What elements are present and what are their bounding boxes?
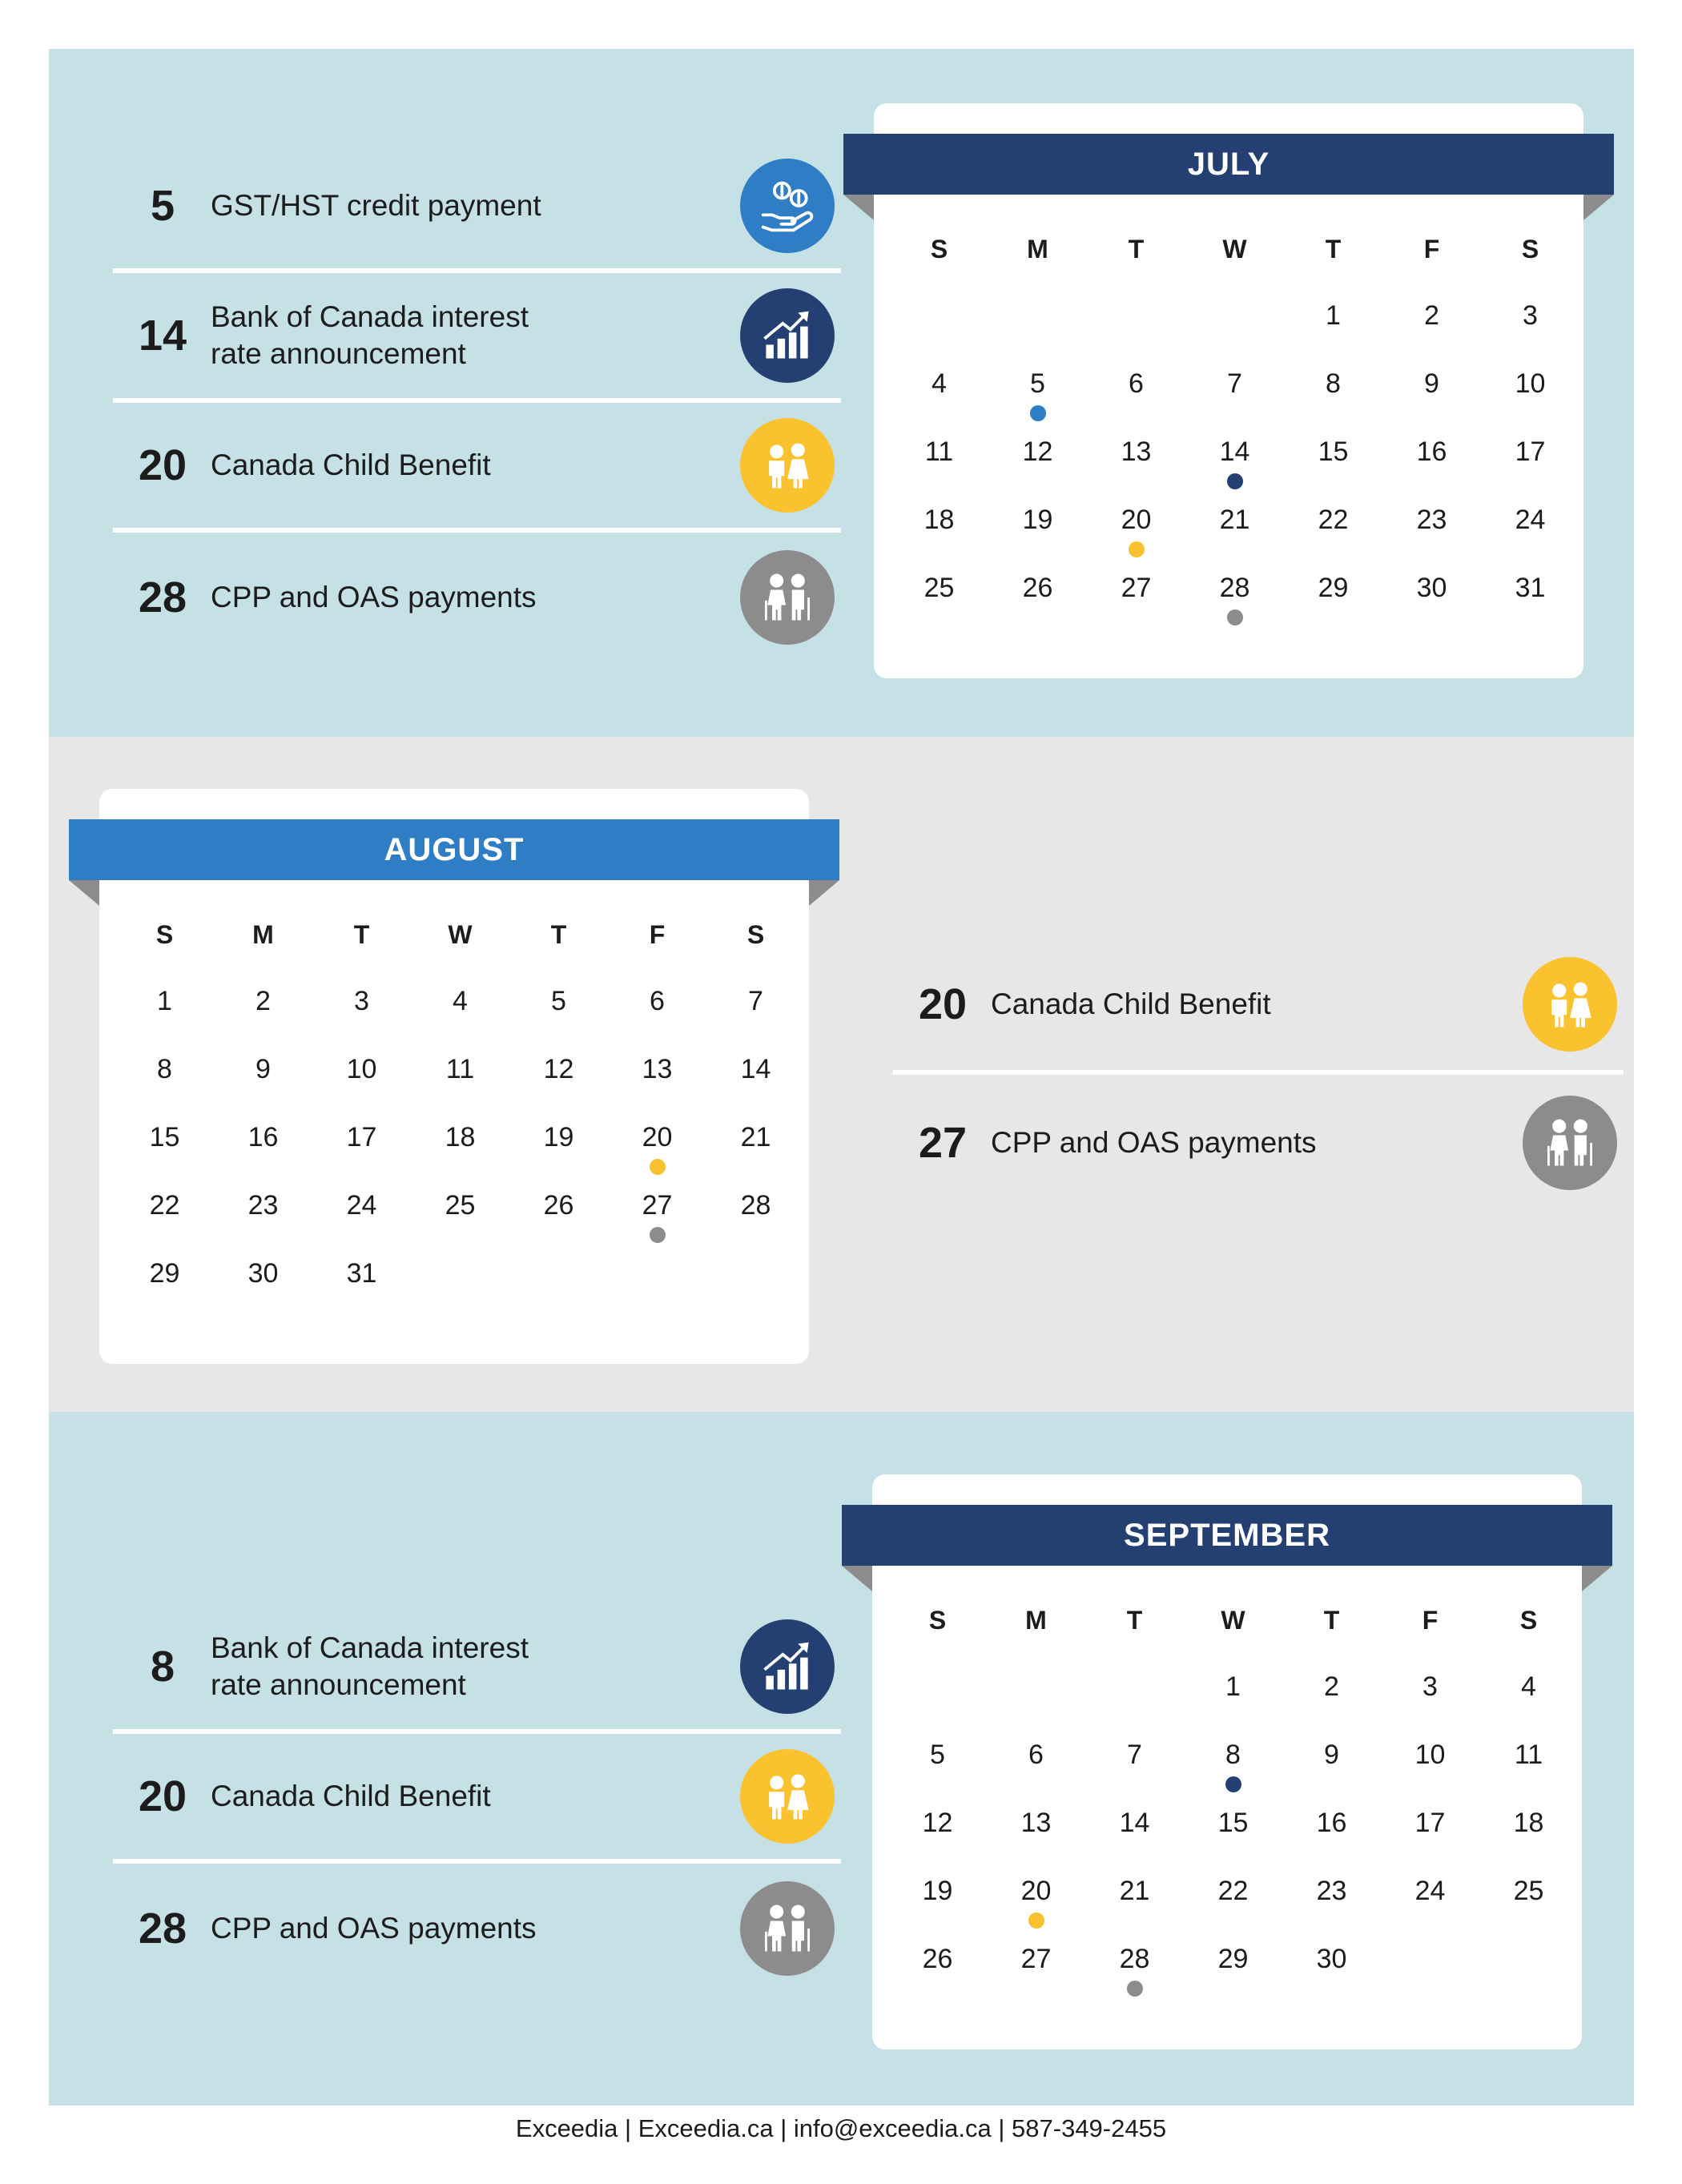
day-cell: 3 [354, 986, 369, 1016]
day-cell: 24 [1414, 1876, 1446, 1906]
weekday-label: S [746, 920, 765, 949]
day-cell: 27 [1020, 1944, 1052, 1974]
day-cell: 18 [445, 1122, 476, 1152]
september-events-list [113, 1604, 841, 1993]
month-title: AUGUST [69, 819, 839, 880]
event-ccb [113, 403, 841, 533]
august-calendar [99, 789, 809, 1364]
day-cell: 18 [1513, 1808, 1544, 1838]
empty-cell [509, 1242, 608, 1310]
day-number: 5 [1030, 368, 1045, 399]
week-row [115, 1242, 806, 1310]
day-cell [608, 1106, 706, 1174]
calendar-grid [888, 1593, 1579, 1996]
day-cell: 22 [149, 1190, 180, 1221]
day-cell [608, 1174, 706, 1242]
ribbon-fold [842, 1566, 872, 1591]
day-cell: 8 [1326, 368, 1341, 399]
day-cell: 14 [740, 1054, 771, 1084]
day-cell: 26 [1022, 573, 1053, 603]
seniors-icon [740, 550, 835, 645]
empty-cell [608, 1242, 706, 1310]
event-dot [1129, 541, 1145, 557]
day-cell: 31 [1515, 573, 1546, 603]
day-cell: 10 [1515, 368, 1546, 399]
weekday-label: T [1126, 1606, 1143, 1635]
event-cpp [893, 1075, 1624, 1211]
day-cell: 23 [247, 1190, 279, 1221]
day-cell [1087, 489, 1185, 557]
week-row [115, 1106, 806, 1174]
day-number: 28 [1119, 1944, 1150, 1974]
day-cell: 28 [740, 1190, 771, 1221]
event-label: Canada Child Benefit [211, 1780, 491, 1812]
weekday-label: W [1221, 1606, 1245, 1635]
event-day: 20 [138, 1772, 187, 1820]
day-cell: 16 [1316, 1808, 1347, 1838]
week-row [888, 1655, 1579, 1723]
event-day: 20 [138, 441, 187, 489]
day-cell: 22 [1217, 1876, 1249, 1906]
july-calendar [874, 103, 1583, 678]
seniors-icon [740, 1881, 835, 1976]
day-number: 28 [1219, 573, 1250, 603]
day-cell: 26 [543, 1190, 574, 1221]
weekday-label: S [930, 235, 948, 263]
day-cell: 26 [922, 1944, 953, 1974]
event-label: CPP and OAS payments [991, 1126, 1317, 1159]
weekday-label: S [1519, 1606, 1538, 1635]
weekday-label: S [155, 920, 174, 949]
weekday-label: T [1325, 235, 1342, 263]
day-cell: 30 [1316, 1944, 1347, 1974]
day-cell: 2 [256, 986, 271, 1016]
empty-cell [1185, 284, 1284, 352]
day-cell [988, 352, 1087, 420]
empty-cell [1087, 284, 1185, 352]
event-label: Canada Child Benefit [991, 987, 1271, 1020]
children-icon [740, 1749, 835, 1844]
week-row [888, 1860, 1579, 1928]
calendar-grid [890, 222, 1580, 625]
ribbon-fold [69, 880, 99, 906]
event-day: 27 [918, 1119, 968, 1167]
day-cell: 7 [1227, 368, 1242, 399]
day-cell: 14 [1119, 1808, 1150, 1838]
footer-contact: Exceedia | Exceedia.ca | info@exceedia.ca | 587-349-2455 [515, 2114, 1167, 2142]
ribbon-fold [1582, 1566, 1612, 1591]
day-cell: 18 [923, 505, 955, 535]
day-cell: 21 [740, 1122, 771, 1152]
september-section [49, 1412, 1634, 2106]
weekday-label: T [353, 920, 370, 949]
weekday-header [888, 1593, 1579, 1655]
day-cell: 12 [1022, 436, 1053, 467]
day-cell: 31 [346, 1258, 377, 1289]
event-label: CPP and OAS payments [211, 1912, 537, 1945]
event-label: Bank of Canada interest rate announcement [211, 1631, 529, 1701]
day-cell: 9 [256, 1054, 271, 1084]
day-cell: 23 [1316, 1876, 1347, 1906]
day-cell: 3 [1422, 1671, 1438, 1702]
event-dot [1225, 1776, 1241, 1792]
weekday-label: T [1128, 235, 1145, 263]
day-cell: 15 [1318, 436, 1349, 467]
children-icon [740, 418, 835, 513]
day-cell: 13 [1121, 436, 1152, 467]
august-ribbon [69, 819, 839, 906]
hand-coins-icon [740, 159, 835, 253]
day-cell: 6 [1028, 1740, 1044, 1770]
day-cell: 1 [157, 986, 172, 1016]
event-cpp [113, 533, 841, 662]
weekday-label: M [252, 920, 274, 949]
week-row [115, 1174, 806, 1242]
month-title: JULY [843, 134, 1614, 195]
day-cell: 23 [1416, 505, 1447, 535]
event-day: 8 [150, 1643, 175, 1691]
day-cell: 29 [1217, 1944, 1249, 1974]
day-cell: 16 [247, 1122, 279, 1152]
day-cell [987, 1860, 1085, 1928]
event-dot [650, 1227, 666, 1243]
weekday-label: F [1422, 1606, 1439, 1635]
week-row [888, 1792, 1579, 1860]
july-events-list [113, 143, 841, 662]
event-day: 14 [138, 312, 187, 360]
day-cell: 7 [748, 986, 763, 1016]
day-cell: 4 [453, 986, 468, 1016]
week-row [888, 1928, 1579, 1996]
day-cell: 1 [1225, 1671, 1241, 1702]
event-dot [1028, 1913, 1044, 1929]
event-label: Canada Child Benefit [211, 448, 491, 481]
day-cell: 9 [1424, 368, 1439, 399]
weekday-label: W [1222, 235, 1247, 263]
week-row [890, 489, 1580, 557]
event-dot [1227, 609, 1243, 625]
day-cell: 19 [922, 1876, 953, 1906]
day-cell: 9 [1324, 1740, 1339, 1770]
day-number: 14 [1219, 436, 1250, 467]
month-title: SEPTEMBER [842, 1505, 1612, 1566]
event-label: Bank of Canada interest rate announcement [211, 300, 529, 370]
day-number: 8 [1225, 1740, 1241, 1770]
day-number: 20 [642, 1122, 673, 1152]
week-row [890, 352, 1580, 420]
day-cell: 21 [1119, 1876, 1150, 1906]
event-gst [113, 143, 841, 273]
day-cell [1185, 420, 1284, 489]
day-cell: 4 [932, 368, 947, 399]
day-cell: 5 [930, 1740, 945, 1770]
day-cell: 17 [1515, 436, 1546, 467]
event-dot [1127, 1981, 1143, 1997]
day-cell: 1 [1326, 300, 1341, 331]
event-dot [1227, 473, 1243, 489]
empty-cell [411, 1242, 509, 1310]
empty-cell [1085, 1655, 1184, 1723]
empty-cell [706, 1242, 805, 1310]
weekday-label: S [1521, 235, 1539, 263]
day-cell: 24 [346, 1190, 377, 1221]
day-cell: 10 [1414, 1740, 1446, 1770]
weekday-label: M [1025, 1606, 1047, 1635]
empty-cell [1479, 1928, 1578, 1996]
day-cell: 25 [923, 573, 955, 603]
ribbon-fold [809, 880, 839, 906]
day-cell: 13 [1020, 1808, 1052, 1838]
empty-cell [988, 284, 1087, 352]
day-cell: 8 [157, 1054, 172, 1084]
children-icon [1523, 957, 1617, 1052]
day-cell: 30 [247, 1258, 279, 1289]
day-cell: 15 [1217, 1808, 1249, 1838]
august-section [49, 737, 1634, 1412]
event-ccb [893, 939, 1624, 1075]
event-day: 5 [150, 182, 175, 230]
ribbon-fold [843, 195, 874, 220]
event-boc [113, 273, 841, 403]
july-ribbon [843, 134, 1614, 220]
weekday-label: S [928, 1606, 947, 1635]
calendar-grid [115, 907, 806, 1310]
event-dot [1030, 405, 1046, 421]
empty-cell [1381, 1928, 1479, 1996]
week-row [890, 420, 1580, 489]
day-cell: 27 [1121, 573, 1152, 603]
day-cell: 2 [1324, 1671, 1339, 1702]
empty-cell [890, 284, 988, 352]
weekday-header [115, 907, 806, 970]
week-row [115, 1038, 806, 1106]
day-number: 20 [1121, 505, 1152, 535]
day-cell: 15 [149, 1122, 180, 1152]
day-cell: 16 [1416, 436, 1447, 467]
event-dot [650, 1159, 666, 1175]
event-day: 28 [138, 1904, 187, 1953]
day-cell: 5 [551, 986, 566, 1016]
weekday-label: T [550, 920, 567, 949]
day-cell: 2 [1424, 300, 1439, 331]
day-cell [1185, 557, 1284, 625]
day-cell: 25 [445, 1190, 476, 1221]
day-cell: 29 [149, 1258, 180, 1289]
event-day: 28 [138, 573, 187, 621]
day-cell: 17 [1414, 1808, 1446, 1838]
day-cell: 22 [1318, 505, 1349, 535]
growth-chart-icon [740, 288, 835, 383]
weekday-label: M [1027, 235, 1048, 263]
event-label: CPP and OAS payments [211, 581, 537, 613]
day-cell: 12 [922, 1808, 953, 1838]
day-number: 20 [1020, 1876, 1052, 1906]
day-cell: 6 [1129, 368, 1144, 399]
september-ribbon [842, 1505, 1612, 1591]
day-cell: 11 [924, 436, 954, 467]
weekday-header [890, 222, 1580, 284]
event-boc [113, 1604, 841, 1734]
day-cell: 13 [642, 1054, 673, 1084]
growth-chart-icon [740, 1619, 835, 1714]
august-events-list [893, 939, 1624, 1211]
day-cell: 11 [1514, 1740, 1543, 1770]
day-cell: 4 [1521, 1671, 1536, 1702]
week-row [890, 284, 1580, 352]
weekday-label: F [649, 920, 666, 949]
empty-cell [987, 1655, 1085, 1723]
day-cell: 19 [543, 1122, 574, 1152]
day-cell: 19 [1022, 505, 1053, 535]
event-label: GST/HST credit payment [211, 189, 541, 222]
day-cell: 29 [1318, 573, 1349, 603]
day-cell [1184, 1723, 1282, 1792]
day-cell: 7 [1127, 1740, 1142, 1770]
day-cell: 17 [346, 1122, 377, 1152]
day-cell: 10 [346, 1054, 377, 1084]
day-number: 27 [642, 1190, 673, 1221]
event-ccb [113, 1734, 841, 1864]
week-row [890, 557, 1580, 625]
week-row [115, 970, 806, 1038]
weekday-label: F [1423, 235, 1440, 263]
day-cell: 24 [1515, 505, 1546, 535]
day-cell: 25 [1513, 1876, 1544, 1906]
weekday-label: T [1323, 1606, 1340, 1635]
day-cell: 30 [1416, 573, 1447, 603]
event-day: 20 [918, 980, 968, 1028]
seniors-icon [1523, 1096, 1617, 1190]
empty-cell [888, 1655, 987, 1723]
day-cell: 11 [445, 1054, 475, 1084]
day-cell: 6 [650, 986, 665, 1016]
day-cell [1085, 1928, 1184, 1996]
weekday-label: W [448, 920, 473, 949]
september-calendar [872, 1474, 1582, 2049]
july-section [49, 49, 1634, 737]
ribbon-fold [1583, 195, 1614, 220]
day-cell: 3 [1523, 300, 1538, 331]
event-cpp [113, 1864, 841, 1993]
day-cell: 21 [1219, 505, 1250, 535]
week-row [888, 1723, 1579, 1792]
day-cell: 12 [543, 1054, 574, 1084]
